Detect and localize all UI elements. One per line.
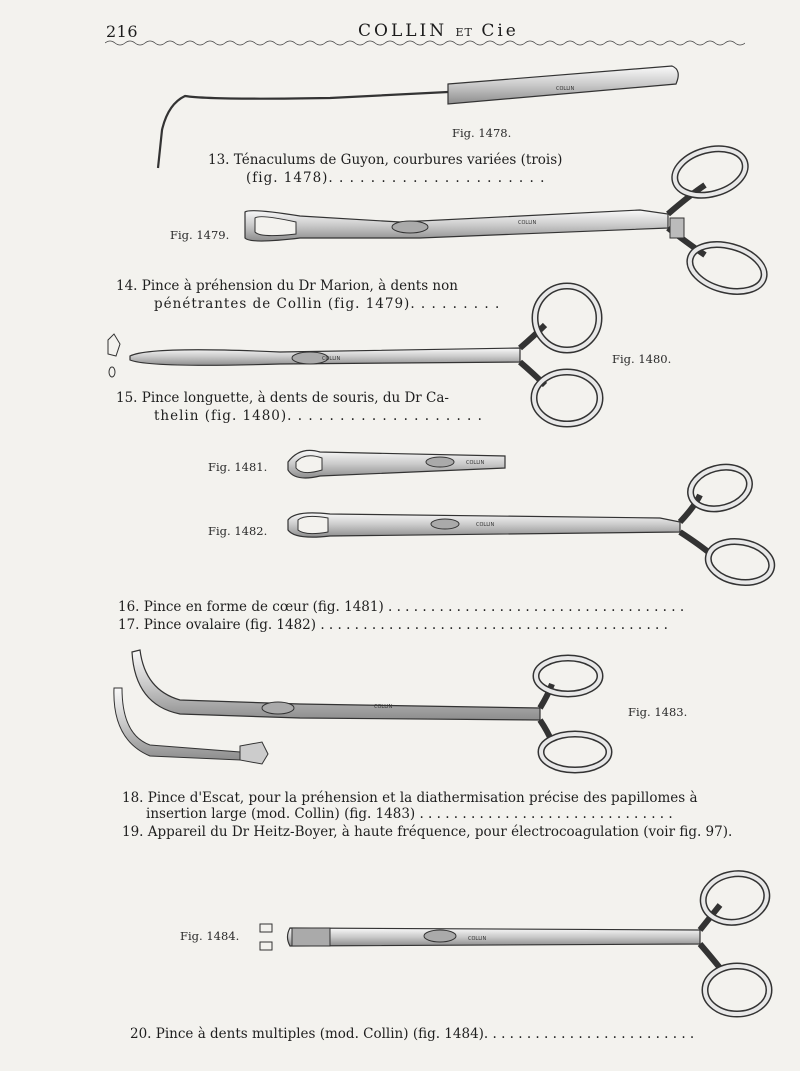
- forceps-fig-1483: [114, 650, 609, 770]
- page-number: 216: [106, 22, 139, 41]
- instrument-stamp-1479: COLLIN: [518, 220, 537, 226]
- entry-13-line-1: 13. Ténaculums de Guyon, courbures variées (trois): [208, 152, 563, 168]
- entry-18-line-2: insertion large (mod. Collin) (fig. 1483) . . . . . . . . . . . . . . . . . . . . . . . . . . . . . .: [146, 806, 673, 822]
- figure-caption-1482: Fig. 1482.: [208, 524, 268, 538]
- entry-14-line-1: 14. Pince à préhension du Dr Marion, à dents non: [116, 278, 458, 294]
- publisher-name: COLLIN: [358, 21, 448, 41]
- figure-caption-1483: Fig. 1483.: [628, 705, 688, 719]
- forceps-fig-1482: [288, 461, 775, 587]
- forceps-fig-1484: [260, 869, 771, 1014]
- forceps-fig-1481: [288, 450, 505, 478]
- instrument-stamp-1483: COLLIN: [374, 704, 393, 710]
- entry-13-line-2: (fig. 1478). . . . . . . . . . . . . . . . . . . . .: [246, 170, 546, 186]
- figure-caption-1480: Fig. 1480.: [612, 352, 672, 366]
- instrument-stamp-1478: COLLIN: [556, 86, 575, 92]
- entry-17: 17. Pince ovalaire (fig. 1482) . . . . . . . . . . . . . . . . . . . . . . . . . . . . . . . . . . . . . . . . .: [118, 617, 668, 633]
- instrument-stamp-1481: COLLIN: [466, 460, 485, 466]
- entry-18-line-1: 18. Pince d'Escat, pour la préhension et la diathermisation précise des papillomes à: [122, 790, 698, 806]
- instrument-stamp-1482: COLLIN: [476, 522, 495, 528]
- instrument-stamp-1480: COLLIN: [322, 356, 341, 362]
- figure-caption-1478: Fig. 1478.: [452, 126, 512, 140]
- entry-14-line-2: pénétrantes de Collin (fig. 1479). . . . . . . . .: [154, 296, 501, 312]
- instrument-stamp-1484: COLLIN: [468, 936, 487, 942]
- publisher-et: ET: [455, 26, 473, 39]
- publisher-cie: Cie: [481, 21, 519, 41]
- entry-16: 16. Pince en forme de cœur (fig. 1481) . . . . . . . . . . . . . . . . . . . . . . . . . . . . . . . . . . .: [118, 599, 685, 615]
- entry-15-line-1: 15. Pince longuette, à dents de souris, du Dr Ca-: [116, 390, 449, 406]
- entry-19: 19. Appareil du Dr Heitz-Boyer, à haute fréquence, pour électrocoagulation (voir fig. 97).: [122, 824, 733, 840]
- entry-15-line-2: thelin (fig. 1480). . . . . . . . . . . . . . . . . . .: [154, 408, 483, 424]
- figure-caption-1484: Fig. 1484.: [180, 929, 240, 943]
- figure-caption-1479: Fig. 1479.: [170, 228, 230, 242]
- entry-20: 20. Pince à dents multiples (mod. Collin) (fig. 1484). . . . . . . . . . . . . . . . . . . . . . . . .: [130, 1026, 695, 1042]
- figure-caption-1481: Fig. 1481.: [208, 460, 268, 474]
